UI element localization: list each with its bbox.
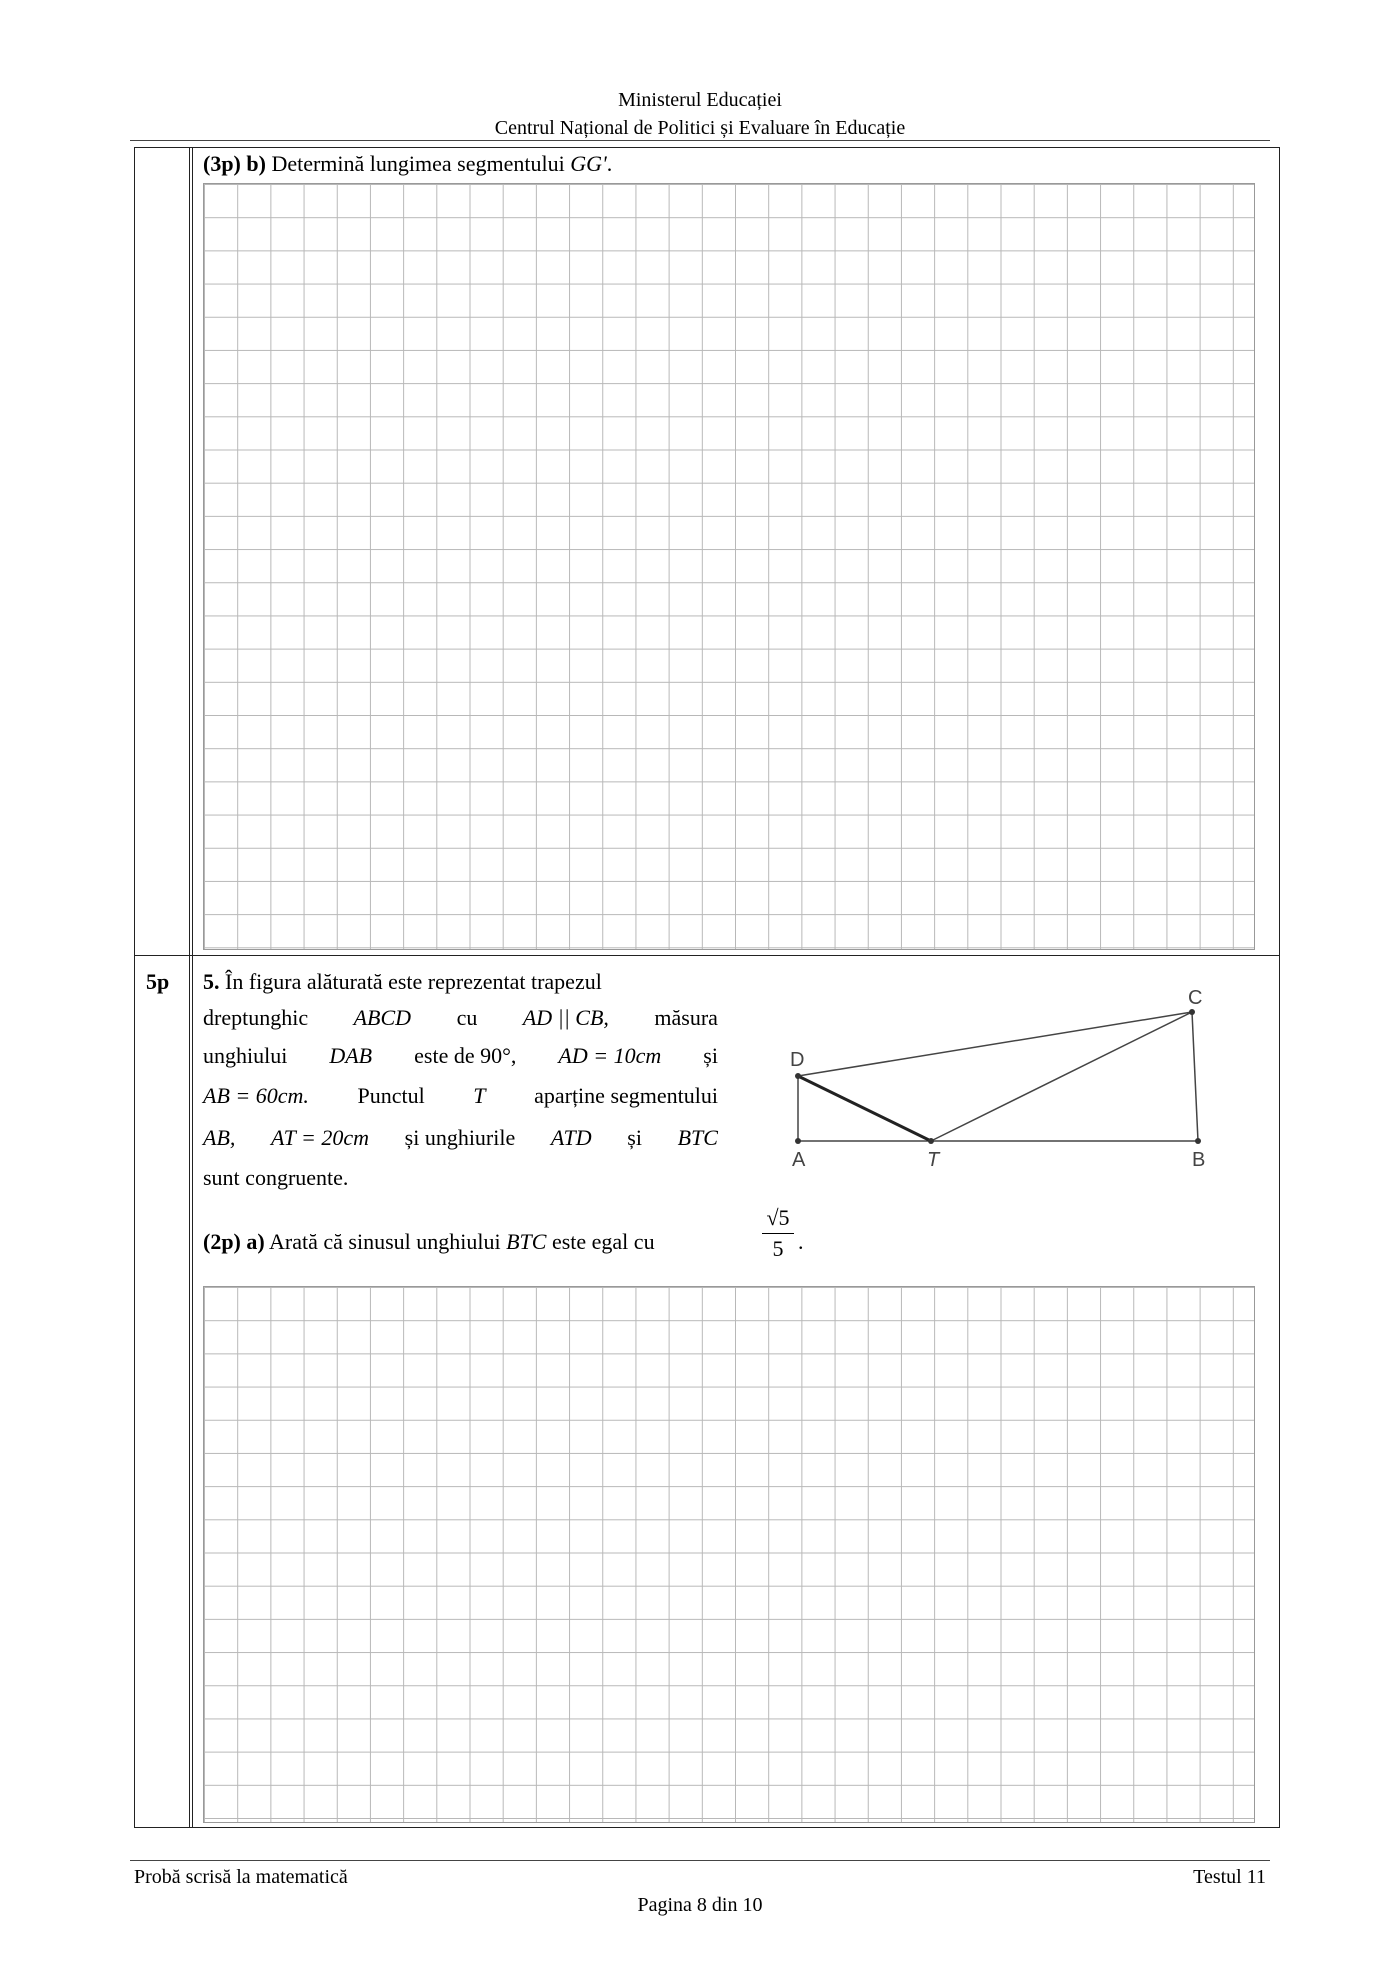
q5-l2d: AD || CB, (522, 1005, 609, 1030)
page-header (130, 86, 1270, 142)
q5a-text: Arată că sinusul unghiului (269, 1229, 501, 1254)
q5a-points: (2p) a) (203, 1229, 265, 1254)
q5-l2b: ABCD (353, 1005, 412, 1030)
q5-number: 5. (203, 969, 220, 994)
q5-l2c: cu (456, 1005, 478, 1030)
point-B (1195, 1138, 1201, 1144)
q5-score: 5p (146, 969, 170, 994)
q5-l3d: AD = 10cm (558, 1043, 662, 1068)
q5-l2a: dreptunghic (203, 1005, 309, 1030)
q5-l4d: aparține segmentului (534, 1083, 718, 1108)
q5-l3b: DAB (329, 1043, 373, 1068)
footer-subject: Probă scrisă la matematică (134, 1866, 348, 1888)
q5-line6: sunt congruente. (203, 1165, 349, 1190)
point-C (1189, 1009, 1195, 1015)
q5-l2e: măsura (654, 1005, 718, 1030)
q5-line3 (203, 1042, 718, 1070)
center-name: Centrul Național de Politici și Evaluare în Educație (494, 117, 906, 139)
q5-line1-text: În figura alăturată este reprezentat trapezul (225, 969, 602, 994)
q5-line4 (203, 1082, 718, 1110)
q5-l5f: BTC (677, 1125, 718, 1150)
q5a-angle: BTC (506, 1229, 547, 1254)
q4b-statement (203, 150, 612, 178)
fraction-numerator: √5 (766, 1205, 790, 1230)
point-T (928, 1138, 934, 1144)
point-D (795, 1073, 801, 1079)
fraction-bar (762, 1233, 794, 1234)
q4b-dot: . (606, 151, 613, 176)
segment-CB (1192, 1012, 1198, 1141)
fraction-denominator: 5 (772, 1236, 784, 1261)
ministry-name: Ministerul Educației (618, 89, 782, 111)
q5a-statement (203, 1228, 655, 1256)
footer-test-number: Testul 11 (1193, 1866, 1266, 1888)
q4b-points: (3p) b) (203, 151, 266, 176)
point-A (795, 1138, 801, 1144)
q5-l4a: AB = 60cm. (203, 1083, 309, 1108)
q4b-text: Determină lungimea segmentului (271, 151, 565, 176)
footer-rule (130, 1860, 1270, 1861)
q5a-dot: . (798, 1229, 804, 1254)
answer-grid-q5a[interactable] (203, 1286, 1255, 1823)
label-B: B (1192, 1149, 1206, 1171)
q5-l4b: Punctul (357, 1083, 425, 1108)
q5-l3c: este de 90°, (414, 1043, 517, 1068)
segment-DC (798, 1012, 1192, 1076)
q5-l5b: AT = 20cm (271, 1125, 369, 1150)
label-A: A (792, 1149, 806, 1171)
footer-page-number: Pagina 8 din 10 (637, 1894, 763, 1916)
q5-line5 (203, 1124, 718, 1152)
label-D: D (790, 1049, 805, 1071)
answer-grid-q4b[interactable] (203, 183, 1255, 950)
q5-l5c: și unghiurile (404, 1125, 516, 1150)
q5-line1 (203, 968, 718, 996)
q5-line2 (203, 1004, 718, 1032)
q5-l4c: T (473, 1083, 486, 1108)
segment-DT (798, 1076, 931, 1141)
q5-l5d: ATD (550, 1125, 592, 1150)
row-separator (134, 955, 1280, 956)
label-C: C (1188, 987, 1203, 1009)
trapezoid-figure (780, 985, 1220, 1175)
q4b-segment: GG' (570, 151, 607, 176)
segment-TC (931, 1012, 1192, 1141)
sqrt5-over-5-fraction (762, 1205, 794, 1262)
q5-l5a: AB, (203, 1125, 236, 1150)
q5-l3e: și (703, 1043, 718, 1068)
q5-l5e: și (627, 1125, 642, 1150)
label-T: T (927, 1149, 940, 1171)
header-rule (130, 140, 1270, 141)
q5-l3a: unghiului (203, 1043, 288, 1068)
score-column-divider (189, 147, 193, 1828)
q5a-text2: este egal cu (551, 1229, 655, 1254)
